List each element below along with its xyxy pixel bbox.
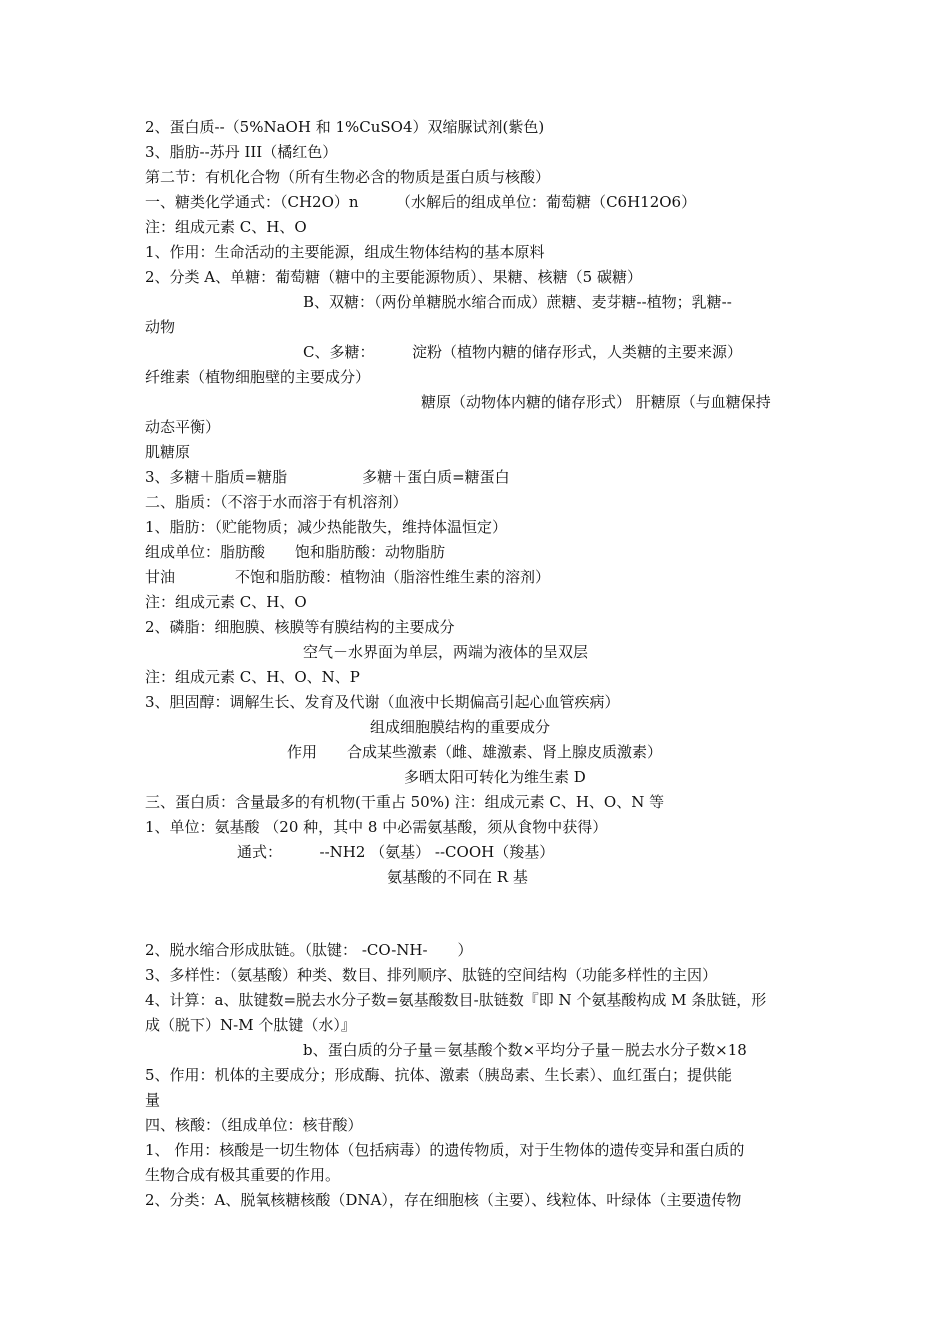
text-line: 四、核酸：（组成单位：核苷酸） xyxy=(145,1116,363,1134)
text-line: 三、蛋白质：含量最多的有机物(干重占 50%) 注：组成元素 C、H、O、N 等 xyxy=(145,793,665,811)
text-line: 1、单位：氨基酸 （20 种，其中 8 中必需氨基酸，须从食物中获得） xyxy=(145,818,608,836)
text-line: B、双糖：（两份单糖脱水缩合而成）蔗糖、麦芽糖--植物；乳糖-- xyxy=(303,293,732,311)
text-line: 作用 合成某些激素（雌、雄激素、肾上腺皮质激素） xyxy=(287,743,663,761)
text-line: 一、糖类化学通式：（CH2O）n （水解后的组成单位：葡萄糖（C6H12O6） xyxy=(145,193,697,211)
text-line: b、蛋白质的分子量＝氨基酸个数×平均分子量－脱去水分子数×18 xyxy=(303,1041,747,1059)
text-line: 组成细胞膜结构的重要成分 xyxy=(370,718,551,736)
text-line: 注：组成元素 C、H、O xyxy=(145,593,307,611)
text-line: 生物合成有极其重要的作用。 xyxy=(145,1166,341,1184)
text-line: 甘油 不饱和脂肪酸：植物油（脂溶性维生素的溶剂） xyxy=(145,568,551,586)
text-line: 通式： --NH2 （氨基） --COOH（羧基） xyxy=(237,843,555,861)
text-line: 成（脱下）N-M 个肽键（水）』 xyxy=(145,1016,356,1034)
text-line: 5、作用：机体的主要成分；形成酶、抗体、激素（胰岛素、生长素）、血红蛋白；提供能 xyxy=(145,1066,733,1084)
text-line: 1、 作用：核酸是一切生物体（包括病毒）的遗传物质，对于生物体的遗传变异和蛋白质的 xyxy=(145,1141,745,1159)
text-line: 纤维素（植物细胞壁的主要成分） xyxy=(145,368,371,386)
text-line: 2、分类 A、单糖：葡萄糖（糖中的主要能源物质）、果糖、核糖（5 碳糖） xyxy=(145,268,642,286)
text-line: 肌糖原 xyxy=(145,443,191,461)
text-line: 第二节：有机化合物（所有生物必含的物质是蛋白质与核酸） xyxy=(145,168,551,186)
text-line: 注：组成元素 C、H、O xyxy=(145,218,307,236)
text-line: 3、胆固醇：调解生长、发育及代谢（血液中长期偏高引起心血管疾病） xyxy=(145,693,620,711)
text-line: 氨基酸的不同在 R 基 xyxy=(387,868,528,886)
text-line: 动物 xyxy=(145,318,176,336)
text-line: 2、脱水缩合形成肽链。（肽键： -CO-NH- ） xyxy=(145,941,473,959)
text-line: 2、磷脂：细胞膜、核膜等有膜结构的主要成分 xyxy=(145,618,455,636)
text-line: 3、多糖＋脂质=糖脂 多糖＋蛋白质=糖蛋白 xyxy=(145,468,510,486)
text-line: 量 xyxy=(145,1091,161,1109)
text-line: 糖原（动物体内糖的储存形式） 肝糖原（与血糖保持 xyxy=(421,393,771,411)
text-line: 3、脂肪--苏丹 III（橘红色） xyxy=(145,143,338,161)
text-line: 1、作用：生命活动的主要能源，组成生物体结构的基本原料 xyxy=(145,243,545,261)
text-line: 注：组成元素 C、H、O、N、P xyxy=(145,668,360,686)
text-line: 2、蛋白质--（5%NaOH 和 1%CuSO4）双缩脲试剂(紫色) xyxy=(145,118,545,136)
text-line: 动态平衡） xyxy=(145,418,221,436)
text-line: 4、计算：a、肽键数=脱去水分子数=氨基酸数目-肽链数『即 N 个氨基酸构成 M 条肽链，形 xyxy=(145,991,767,1009)
text-line: 3、多样性：（氨基酸）种类、数目、排列顺序、肽链的空间结构（功能多样性的主因） xyxy=(145,966,718,984)
text-line: C、多糖： 淀粉（植物内糖的储存形式，人类糖的主要来源） xyxy=(303,343,742,361)
text-line: 多晒太阳可转化为维生素 D xyxy=(404,768,586,786)
text-line: 2、分类：A、脱氧核糖核酸（DNA），存在细胞核（主要）、线粒体、叶绿体（主要遗传物 xyxy=(145,1191,742,1209)
text-line: 组成单位：脂肪酸 饱和脂肪酸：动物脂肪 xyxy=(145,543,446,561)
text-line: 空气－水界面为单层，两端为液体的呈双层 xyxy=(303,643,589,661)
text-line: 二、脂质：（不溶于水而溶于有机溶剂） xyxy=(145,493,408,511)
text-line: 1、脂肪：（贮能物质；减少热能散失，维持体温恒定） xyxy=(145,518,508,536)
